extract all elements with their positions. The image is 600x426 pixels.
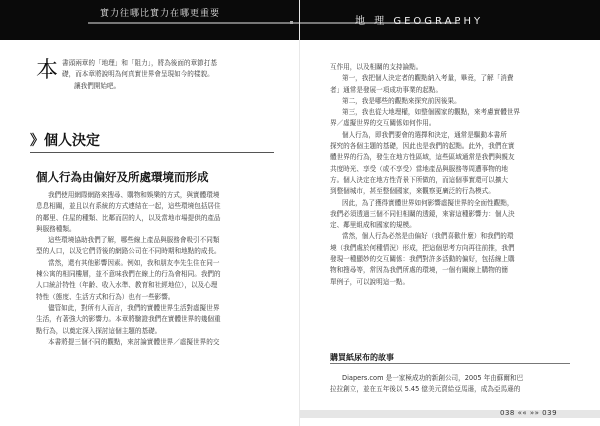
right-running-header	[300, 0, 600, 40]
section-title: 》個人決定	[30, 133, 100, 149]
body-line: 方。個人決定在地方性背景下所做的，而這個事實還可以擴大	[330, 175, 509, 184]
body-line: 當然，個人行為必然是由偏好（我們喜歡什麼）和我們的環	[342, 232, 514, 241]
body-line: Diapers.com 是一家極成功的新創公司，2005 年由蘇爾和巴	[342, 374, 524, 382]
body-line: 我們必須透過三個不同但相關的透鏡，來審這種影響力：個人決	[330, 209, 515, 218]
body-line: 當然，還有其他影響因素。例如，我和朋友李先生住在同一	[48, 258, 220, 267]
body-line: 特性（態度、生活方式和行為）也有一些影響。	[36, 292, 175, 301]
body-line: 的鄰里、住屋的種類、比鄰而居的人，以及當地市場提供的產品	[36, 213, 221, 222]
body-line: 息息相關，並且以有系統的方式連結在一起，這些環境包括居住	[36, 202, 221, 211]
body-line: 界／虛擬世界的交互關係如何作用。	[330, 119, 436, 128]
body-line: 本書將提三個不同的觀點，來討論實體世界／虛擬世界的交	[48, 337, 220, 346]
body-line: 拉拉創立，並在五年後以 5.45 億美元賣給亞馬遜，成為亞馬遜的	[330, 385, 521, 394]
body-line: 人口統計特性（年齡、收入水準、教育和社經地位），以及心理	[36, 281, 218, 290]
body-line: 我們使用網際網路來搜尋、購物和娛樂的方式，與實體環境	[48, 191, 220, 199]
body-line: 與服務種類。	[36, 224, 76, 233]
sidebar-title: 購買紙尿布的故事	[330, 353, 394, 362]
body-line: 棟公寓的相同樓層，並不意味我們在線上的行為會相同。我們的	[36, 270, 221, 279]
body-line: 單例子，可以說明這一點。	[330, 277, 410, 286]
sidebar-body-text	[330, 373, 570, 396]
body-line: 儘管如此，對所有人而言，我們的實體世界生活對虛擬世界	[48, 303, 220, 312]
right-body-text	[330, 62, 570, 288]
body-line: 個人行為，即我們要會的選擇和決定，通常是驅動本書所	[342, 130, 507, 139]
left-body-text	[36, 190, 274, 348]
body-line: 第一，我把個人決定者的觀點納入考量，畢竟，了解「消費	[342, 74, 514, 83]
subsection-title: 個人行為由偏好及所處環境而形成	[36, 170, 209, 184]
body-line: 生活，有著強大的影響力。本章將驗證我們在實體世界的幾個重	[36, 315, 221, 324]
body-line: 因此，為了獲得實體世界如何影響虛擬世界的全面性觀點，	[342, 198, 514, 207]
body-line: 體世界的行為，發生在地方性區域，這些區域通常是我們與親友	[330, 153, 515, 162]
body-line: 互作用，以及相關的支持論點。	[330, 63, 423, 71]
header-rule	[88, 22, 300, 24]
drop-cap: 本	[36, 58, 59, 83]
right-page	[300, 0, 600, 426]
body-line: 點行為，以奠定深入探討這個主題的基礎。	[36, 326, 162, 335]
body-line: 這些環境協助我們了解，哪些線上產品與服務會吸引不同類	[48, 236, 220, 245]
body-line: 者」通常是發展一項成功事業的起點。	[330, 85, 443, 94]
chapter-intro	[36, 58, 272, 92]
body-line: 型的人口，以及它們背後的網路公司在不同時期和地點的成長。	[36, 247, 221, 256]
body-line: 發現一種顯妙的交互關係：我們對許多活動的偏好，包括線上購	[330, 255, 515, 264]
section-rule	[30, 152, 274, 153]
intro-line: 讓我們開始吧。	[74, 81, 121, 90]
sidebar-rule	[330, 363, 570, 364]
body-line: 第二，我是哪些的觀點來探究前因後果。	[342, 96, 461, 105]
intro-line: 礎，而本章將說明為何真實世界會呈現如今的樣貌。	[62, 70, 214, 79]
left-running-header	[0, 0, 300, 40]
intro-line: 書頭兩章的「地理」和「阻力」，將為後面的章節打基	[62, 59, 217, 67]
body-line: 到整個城市，甚至整個國家，來觀察更廣泛的行為模式。	[330, 187, 495, 196]
body-line: 境（我們處於何種情況）形成，把這個思考方向再往前推，我們	[330, 243, 515, 252]
body-line: 探究的各個主題的基礎，因此也是我們的起點。此外，我們在實	[330, 142, 515, 151]
body-line: 共度時光、享受（或不享受）當地產品與服務等周遭事物的地	[330, 164, 509, 173]
header-ornament	[290, 21, 293, 24]
left-header-title: 實力往哪比實力在哪更重要	[100, 9, 221, 19]
body-line: 物和搜尋等，常因為我們所處的環境，一個有關線上購物的簡	[330, 266, 509, 275]
right-header-title: 地 理 GEOGRAPHY	[355, 16, 484, 27]
body-line: 定、鄰里組成和國家的規模。	[330, 221, 416, 230]
page-numbers: 038 «« »» 039	[500, 409, 558, 417]
body-line: 第三，我也從大地理權，如整個國家的觀點，來考慮實體世界	[342, 108, 521, 117]
